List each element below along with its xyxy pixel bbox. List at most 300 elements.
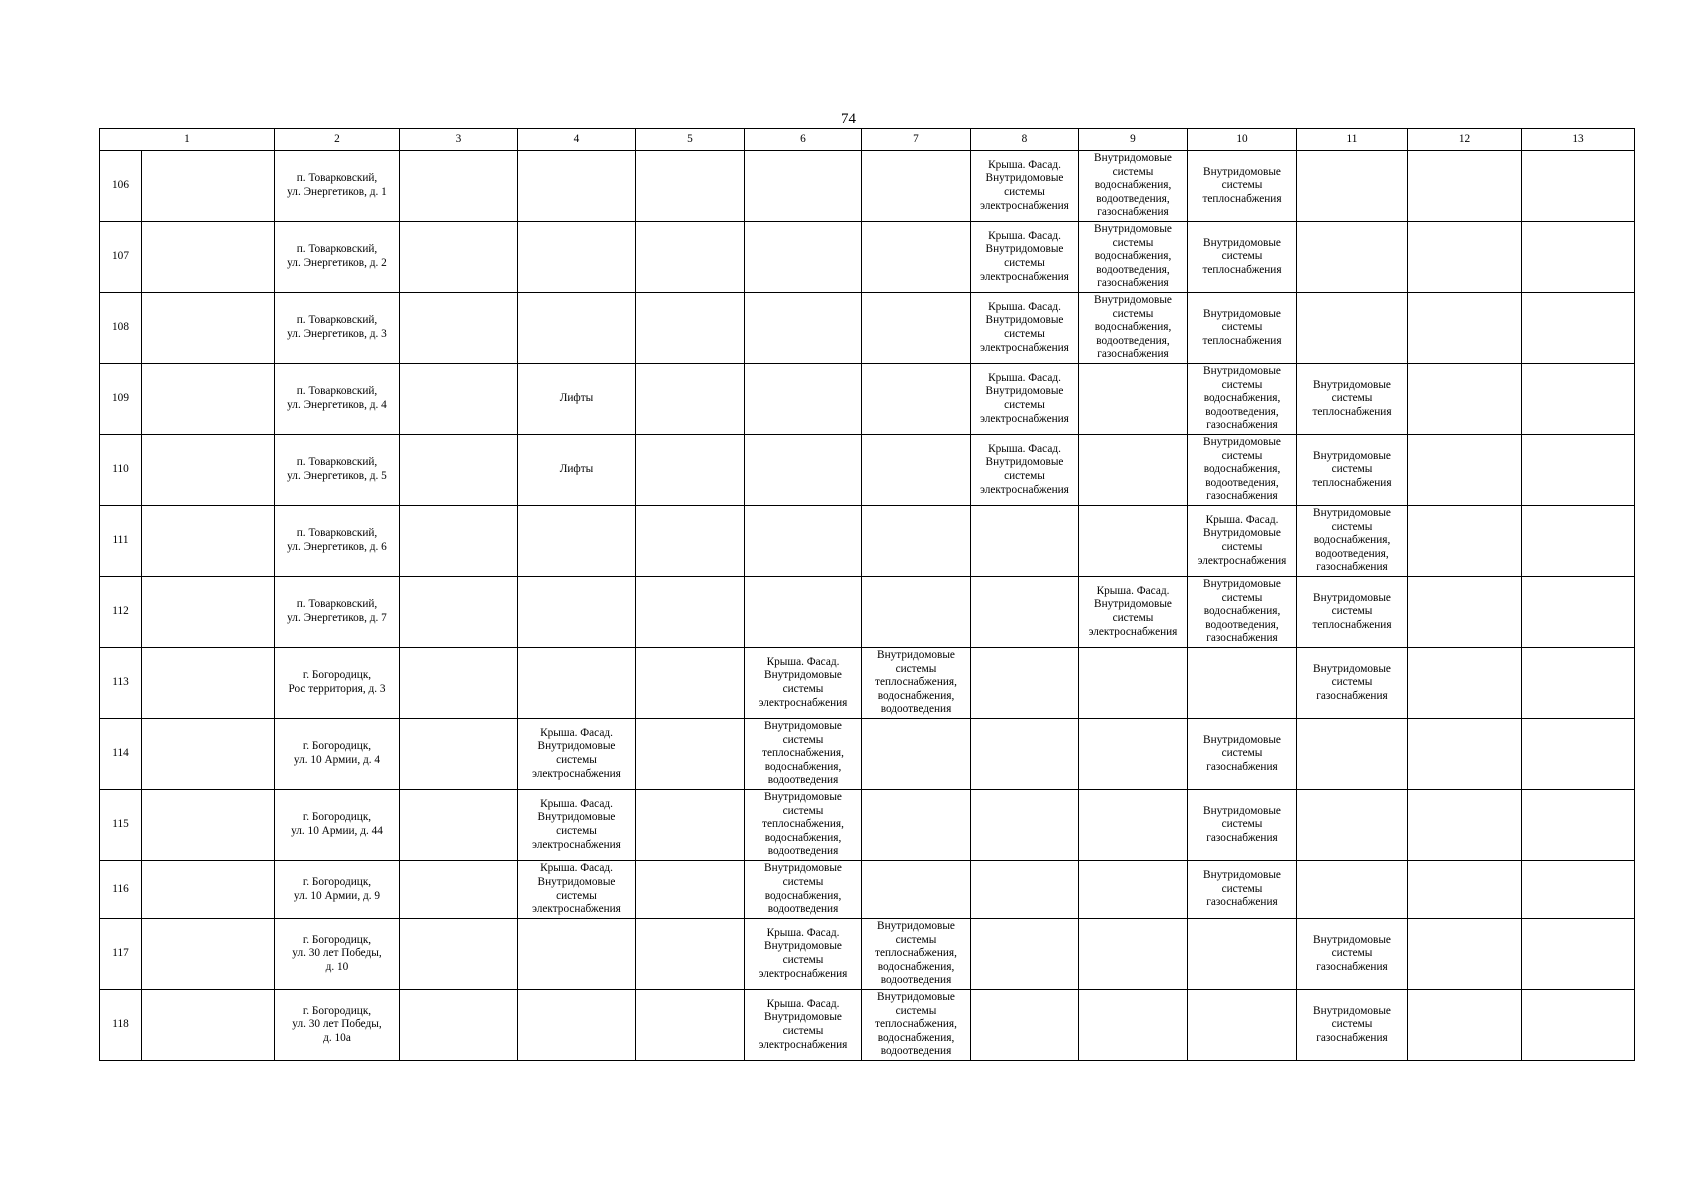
cell-line: Крыша. Фасад.	[766, 926, 840, 939]
cell-line: Крыша. Фасад.	[988, 442, 1061, 455]
cell-line: Внутридомовые	[1313, 933, 1391, 946]
work-cell-c6	[745, 577, 862, 648]
empty-cell	[1522, 506, 1635, 577]
work-cell-c4	[518, 790, 636, 861]
cell-line: теплоснабжения,	[762, 818, 844, 831]
cell-line: Внутридомовые	[985, 243, 1064, 256]
address-cell	[275, 719, 400, 790]
empty-cell	[1408, 293, 1522, 364]
cell-line: теплоснабжения	[1312, 405, 1392, 418]
work-cell-c11	[1297, 222, 1408, 293]
empty-cell	[1408, 577, 1522, 648]
header-cell: 10	[1188, 129, 1297, 151]
cell-line: электроснабжения	[758, 967, 848, 980]
cell-line: Лифты	[559, 392, 594, 405]
cell-line: системы	[1331, 676, 1373, 689]
work-cell-c10	[1188, 364, 1297, 435]
work-cell-c10	[1188, 151, 1297, 222]
cell-line: водоотведения	[880, 974, 952, 987]
header-cell: 4	[518, 129, 636, 151]
work-cell-c11	[1297, 506, 1408, 577]
work-cell-c8	[971, 861, 1079, 919]
cell-line: г. Богородицк,	[302, 933, 372, 946]
cell-line: Внутридомовые	[1203, 165, 1281, 178]
empty-cell	[142, 222, 275, 293]
work-cell-c4	[518, 151, 636, 222]
table-row	[100, 577, 1635, 648]
table-row	[100, 719, 1635, 790]
table-row	[100, 648, 1635, 719]
work-cell-c6	[745, 435, 862, 506]
work-cell-c4	[518, 719, 636, 790]
work-cell-c4	[518, 919, 636, 990]
cell-line: газоснабжения	[1097, 348, 1169, 361]
cell-line: системы	[782, 683, 824, 695]
row-number-cell: 116	[100, 861, 142, 919]
cell-line: теплоснабжения,	[875, 676, 957, 689]
repair-schedule-table	[99, 128, 1635, 1061]
empty-cell	[142, 577, 275, 648]
address-cell	[275, 577, 400, 648]
cell-line: Внутридомовые	[1203, 578, 1281, 591]
address-cell	[275, 861, 400, 919]
empty-cell	[1522, 435, 1635, 506]
cell-line: системы	[1112, 165, 1154, 178]
cell-line: газоснабжения	[1097, 206, 1169, 219]
cell-line: Внутридомовые	[877, 920, 955, 933]
cell-line: системы	[1221, 378, 1263, 391]
work-cell-c9	[1079, 222, 1188, 293]
cell-line: Внутридомовые	[877, 649, 955, 662]
cell-line: ул. Энергетиков, д. 6	[287, 541, 387, 553]
cell-line: водоснабжения,	[1094, 179, 1172, 192]
empty-cell	[636, 577, 745, 648]
work-cell-c4	[518, 222, 636, 293]
row-number-cell: 117	[100, 919, 142, 990]
work-cell-c6	[745, 506, 862, 577]
cell-line: Крыша. Фасад.	[766, 997, 840, 1010]
cell-line: водоотведения,	[1096, 263, 1170, 276]
cell-line: Внутридомовые	[1313, 378, 1391, 391]
empty-cell	[142, 790, 275, 861]
empty-cell	[400, 222, 518, 293]
cell-line: Внутридомовые	[1203, 733, 1281, 746]
cell-line: водоотведения	[767, 845, 839, 858]
work-cell-c7	[862, 151, 971, 222]
cell-line: системы	[1004, 328, 1045, 340]
work-cell-c10	[1188, 222, 1297, 293]
cell-line: водоотведения	[767, 774, 839, 787]
cell-line: системы	[1221, 250, 1263, 263]
cell-line: водоснабжения,	[877, 1031, 955, 1044]
empty-cell	[142, 990, 275, 1061]
empty-cell	[1522, 919, 1635, 990]
work-cell-c10	[1188, 790, 1297, 861]
work-cell-c7	[862, 577, 971, 648]
cell-line: Внутридомовые	[877, 991, 955, 1004]
empty-cell	[400, 293, 518, 364]
work-cell-c10	[1188, 506, 1297, 577]
cell-line: Внутридомовые	[1313, 449, 1391, 462]
cell-line: Внутридомовые	[764, 669, 842, 682]
work-cell-c11	[1297, 861, 1408, 919]
cell-line: ул. 10 Армии, д. 9	[293, 889, 381, 902]
cell-line: Внутридомовые	[764, 720, 842, 733]
cell-line: Внутридомовые	[1313, 507, 1391, 520]
empty-cell	[1522, 151, 1635, 222]
row-number-cell: 118	[100, 990, 142, 1061]
work-cell-c6	[745, 648, 862, 719]
address-cell	[275, 364, 400, 435]
header-cell: 5	[636, 129, 745, 151]
work-cell-c10	[1188, 861, 1297, 919]
header-cell: 1	[100, 129, 275, 151]
cell-line: теплоснабжения,	[875, 1018, 957, 1031]
cell-line: ул. 30 лет Победы,	[292, 1018, 382, 1031]
empty-cell	[400, 364, 518, 435]
empty-cell	[400, 151, 518, 222]
empty-cell	[1408, 990, 1522, 1061]
cell-line: Внутридомовые	[1203, 527, 1281, 540]
work-cell-c10	[1188, 919, 1297, 990]
work-cell-c7	[862, 506, 971, 577]
work-cell-c7	[862, 861, 971, 919]
cell-line: системы	[782, 954, 824, 966]
work-cell-c8	[971, 648, 1079, 719]
work-cell-c6	[745, 719, 862, 790]
work-cell-c9	[1079, 364, 1188, 435]
table-row	[100, 293, 1635, 364]
empty-cell	[636, 648, 745, 719]
empty-cell	[1522, 790, 1635, 861]
cell-line: электроснабжения	[1197, 554, 1287, 567]
work-cell-c4	[518, 435, 636, 506]
cell-line: водоснабжения,	[764, 831, 842, 844]
empty-cell	[636, 919, 745, 990]
cell-line: теплоснабжения	[1312, 476, 1392, 489]
cell-line: Крыша. Фасад.	[1205, 513, 1279, 526]
empty-cell	[400, 790, 518, 861]
work-cell-c9	[1079, 435, 1188, 506]
cell-line: Внутридомовые	[1094, 598, 1172, 611]
cell-line: системы	[1221, 449, 1263, 462]
work-cell-c6	[745, 364, 862, 435]
cell-line: системы	[782, 804, 824, 817]
work-cell-c8	[971, 293, 1079, 364]
work-cell-c11	[1297, 435, 1408, 506]
cell-line: газоснабжения	[1206, 632, 1278, 645]
cell-line: электроснабжения	[532, 838, 621, 851]
work-cell-c11	[1297, 364, 1408, 435]
header-cell: 12	[1408, 129, 1522, 151]
work-cell-c9	[1079, 990, 1188, 1061]
cell-line: Внутридомовые	[1313, 1004, 1391, 1017]
address-cell	[275, 648, 400, 719]
row-number-cell: 115	[100, 790, 142, 861]
empty-cell	[1522, 293, 1635, 364]
work-cell-c6	[745, 990, 862, 1061]
cell-line: Крыша. Фасад.	[766, 655, 840, 668]
cell-line: Внутридомовые	[764, 791, 842, 804]
work-cell-c7	[862, 719, 971, 790]
work-cell-c7	[862, 293, 971, 364]
cell-line: системы	[1004, 399, 1045, 411]
work-cell-c9	[1079, 293, 1188, 364]
work-cell-c10	[1188, 990, 1297, 1061]
cell-line: системы	[556, 889, 597, 902]
cell-line: п. Товарковский,	[296, 598, 378, 611]
empty-cell	[1522, 577, 1635, 648]
work-cell-c10	[1188, 293, 1297, 364]
cell-line: Внутридомовые	[1313, 591, 1391, 604]
cell-line: водоснабжения,	[1203, 463, 1281, 476]
cell-line: системы	[1112, 236, 1154, 249]
cell-line: теплоснабжения,	[762, 747, 844, 760]
work-cell-c6	[745, 222, 862, 293]
header-cell: 9	[1079, 129, 1188, 151]
cell-line: газоснабжения	[1206, 490, 1278, 503]
cell-line: газоснабжения	[1316, 689, 1388, 702]
empty-cell	[142, 919, 275, 990]
work-cell-c6	[745, 919, 862, 990]
work-cell-c7	[862, 435, 971, 506]
empty-cell	[1522, 364, 1635, 435]
cell-line: газоснабжения	[1206, 760, 1278, 773]
cell-line: Внутридомовые	[764, 940, 842, 953]
work-cell-c7	[862, 990, 971, 1061]
work-cell-c4	[518, 506, 636, 577]
cell-line: Рос территория, д. 3	[288, 683, 386, 695]
cell-line: ул. Энергетиков, д. 1	[287, 186, 387, 198]
cell-line: водоснабжения,	[1203, 392, 1281, 405]
cell-line: газоснабжения	[1316, 1031, 1388, 1044]
work-cell-c10	[1188, 435, 1297, 506]
empty-cell	[142, 506, 275, 577]
row-number-cell: 106	[100, 151, 142, 222]
cell-line: п. Товарковский,	[296, 527, 378, 540]
work-cell-c9	[1079, 861, 1188, 919]
empty-cell	[1408, 719, 1522, 790]
empty-cell	[636, 364, 745, 435]
cell-line: ул. 10 Армии, д. 4	[293, 754, 381, 766]
cell-line: п. Товарковский,	[296, 314, 378, 327]
empty-cell	[1522, 648, 1635, 719]
cell-line: Внутридомовые	[537, 811, 616, 824]
cell-line: Внутридомовые	[985, 385, 1064, 398]
work-cell-c8	[971, 577, 1079, 648]
work-cell-c9	[1079, 919, 1188, 990]
work-cell-c7	[862, 364, 971, 435]
work-cell-c11	[1297, 293, 1408, 364]
cell-line: водоотведения,	[1315, 547, 1389, 560]
cell-line: Внутридомовые	[985, 456, 1064, 469]
cell-line: водоснабжения,	[764, 889, 842, 902]
cell-line: Крыша. Фасад.	[988, 229, 1061, 242]
cell-line: водоснабжения,	[1094, 250, 1172, 263]
empty-cell	[400, 435, 518, 506]
empty-cell	[636, 990, 745, 1061]
empty-cell	[400, 990, 518, 1061]
cell-line: системы	[1221, 321, 1263, 334]
cell-line: ул. Энергетиков, д. 7	[287, 612, 387, 624]
cell-line: Внутридомовые	[1094, 152, 1172, 165]
cell-line: водоснабжения,	[764, 760, 842, 773]
work-cell-c8	[971, 222, 1079, 293]
cell-line: г. Богородицк,	[302, 669, 372, 682]
cell-line: газоснабжения	[1316, 960, 1388, 973]
work-cell-c11	[1297, 790, 1408, 861]
empty-cell	[1408, 506, 1522, 577]
empty-cell	[1522, 990, 1635, 1061]
work-cell-c6	[745, 790, 862, 861]
empty-cell	[1522, 222, 1635, 293]
empty-cell	[1408, 151, 1522, 222]
cell-line: газоснабжения	[1316, 561, 1388, 574]
cell-line: Внутридомовые	[1203, 236, 1281, 249]
empty-cell	[636, 293, 745, 364]
cell-line: теплоснабжения	[1202, 263, 1282, 276]
work-cell-c9	[1079, 151, 1188, 222]
work-cell-c7	[862, 919, 971, 990]
cell-line: Крыша. Фасад.	[1096, 584, 1170, 597]
work-cell-c8	[971, 506, 1079, 577]
header-cell: 2	[275, 129, 400, 151]
cell-line: водоотведения	[880, 703, 952, 716]
header-cell: 6	[745, 129, 862, 151]
work-cell-c4	[518, 293, 636, 364]
cell-line: системы	[895, 662, 937, 675]
work-cell-c8	[971, 719, 1079, 790]
cell-line: водоснабжения,	[1203, 605, 1281, 618]
cell-line: Внутридомовые	[1203, 365, 1281, 378]
cell-line: электроснабжения	[758, 696, 848, 709]
cell-line: Внутридомовые	[1094, 294, 1172, 307]
cell-line: системы	[1112, 307, 1154, 320]
cell-line: Внутридомовые	[537, 740, 616, 753]
work-cell-c4	[518, 990, 636, 1061]
table-body	[100, 129, 1635, 1061]
empty-cell	[400, 919, 518, 990]
work-cell-c11	[1297, 151, 1408, 222]
cell-line: системы	[1331, 520, 1373, 533]
cell-line: Внутридомовые	[764, 862, 842, 875]
work-cell-c7	[862, 648, 971, 719]
work-cell-c6	[745, 293, 862, 364]
cell-line: водоотведения,	[1205, 476, 1279, 489]
cell-line: г. Богородицк,	[302, 875, 372, 888]
address-cell	[275, 293, 400, 364]
address-cell	[275, 990, 400, 1061]
cell-line: п. Товарковский,	[296, 243, 378, 256]
address-cell	[275, 435, 400, 506]
cell-line: д. 10а	[323, 1031, 351, 1044]
cell-line: водоотведения	[880, 1045, 952, 1058]
cell-line: Внутридомовые	[764, 1011, 842, 1024]
cell-line: водоотведения,	[1096, 334, 1170, 347]
table-row	[100, 435, 1635, 506]
cell-line: ул. Энергетиков, д. 5	[287, 470, 387, 482]
work-cell-c9	[1079, 648, 1188, 719]
empty-cell	[1408, 790, 1522, 861]
empty-cell	[636, 861, 745, 919]
empty-cell	[636, 506, 745, 577]
cell-line: п. Товарковский,	[296, 172, 378, 185]
work-cell-c4	[518, 577, 636, 648]
work-cell-c8	[971, 919, 1079, 990]
cell-line: системы	[895, 1004, 937, 1017]
cell-line: п. Товарковский,	[296, 456, 378, 469]
empty-cell	[142, 719, 275, 790]
header-cell: 8	[971, 129, 1079, 151]
cell-line: системы	[1331, 605, 1373, 618]
cell-line: теплоснабжения	[1312, 618, 1392, 631]
work-cell-c8	[971, 364, 1079, 435]
work-cell-c10	[1188, 648, 1297, 719]
work-cell-c9	[1079, 719, 1188, 790]
cell-line: системы	[1331, 463, 1373, 476]
work-cell-c4	[518, 648, 636, 719]
cell-line: Крыша. Фасад.	[988, 300, 1061, 313]
cell-line: электроснабжения	[980, 341, 1069, 354]
work-cell-c8	[971, 790, 1079, 861]
row-number-cell: 113	[100, 648, 142, 719]
row-number-cell: 111	[100, 506, 142, 577]
cell-line: системы	[895, 933, 937, 946]
work-cell-c9	[1079, 790, 1188, 861]
cell-line: системы	[556, 825, 597, 837]
empty-cell	[1408, 919, 1522, 990]
cell-line: ул. Энергетиков, д. 2	[287, 257, 387, 269]
cell-line: системы	[1221, 179, 1263, 192]
cell-line: системы	[1331, 1018, 1373, 1031]
header-cell: 13	[1522, 129, 1635, 151]
cell-line: системы	[1221, 882, 1263, 895]
cell-line: газоснабжения	[1206, 896, 1278, 909]
empty-cell	[142, 364, 275, 435]
work-cell-c11	[1297, 577, 1408, 648]
cell-line: газоснабжения	[1206, 419, 1278, 432]
table-row	[100, 990, 1635, 1061]
cell-line: ул. Энергетиков, д. 4	[287, 399, 387, 411]
cell-line: электроснабжения	[980, 483, 1069, 496]
table-row	[100, 506, 1635, 577]
address-cell	[275, 919, 400, 990]
cell-line: Внутридомовые	[985, 172, 1064, 185]
cell-line: теплоснабжения	[1202, 192, 1282, 205]
cell-line: водоотведения,	[1205, 618, 1279, 631]
cell-line: ул. 30 лет Победы,	[292, 947, 382, 960]
empty-cell	[636, 790, 745, 861]
work-cell-c8	[971, 151, 1079, 222]
row-number-cell: 110	[100, 435, 142, 506]
cell-line: газоснабжения	[1097, 277, 1169, 290]
table-row	[100, 919, 1635, 990]
cell-line: г. Богородицк,	[302, 1004, 372, 1017]
cell-line: системы	[1221, 541, 1263, 553]
cell-line: системы	[782, 1025, 824, 1037]
cell-line: теплоснабжения	[1202, 334, 1282, 347]
cell-line: Внутридомовые	[537, 875, 616, 888]
work-cell-c10	[1188, 719, 1297, 790]
cell-line: электроснабжения	[980, 270, 1069, 283]
cell-line: Крыша. Фасад.	[540, 726, 613, 739]
header-row	[100, 129, 1635, 151]
header-cell: 7	[862, 129, 971, 151]
cell-line: электроснабжения	[980, 412, 1069, 425]
empty-cell	[142, 293, 275, 364]
table-row	[100, 151, 1635, 222]
cell-line: Внутридомовые	[1094, 223, 1172, 236]
